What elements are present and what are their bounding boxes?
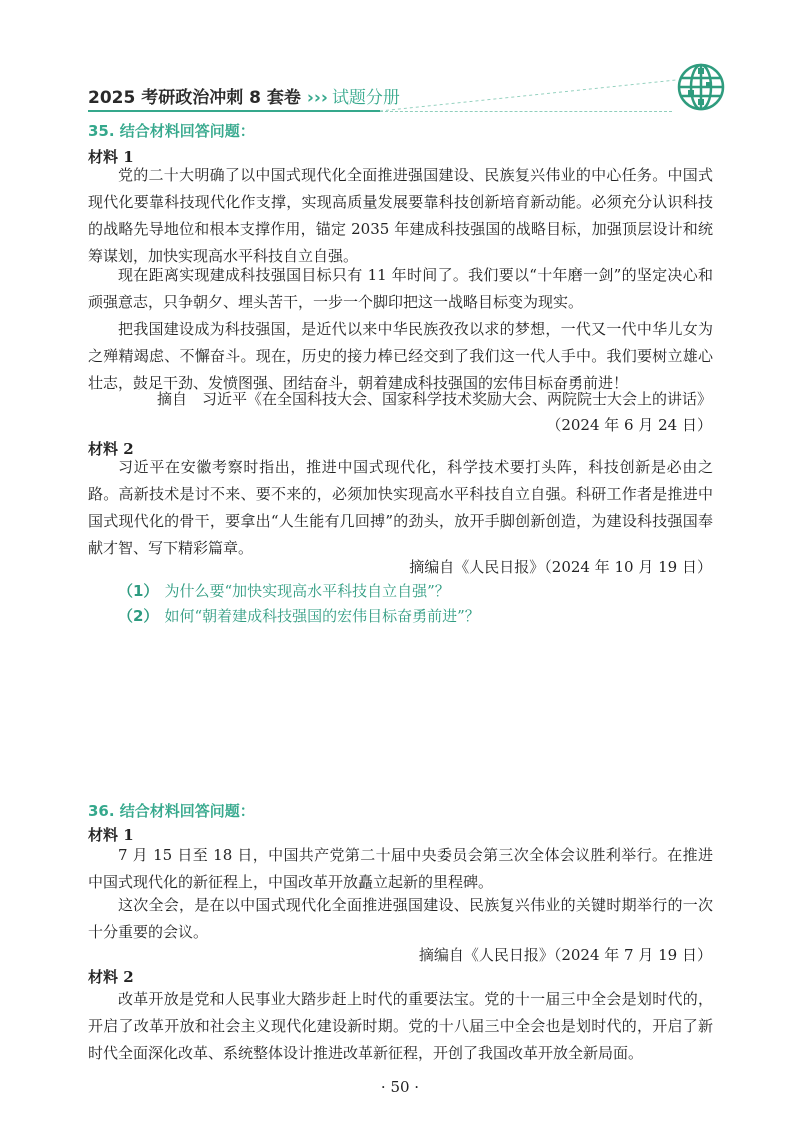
q36-material-2-title: 材料 2 [88,968,134,986]
question-35-heading: 35. 结合材料回答问题： [88,122,255,140]
q35-question-1 [118,580,450,601]
q35-m1-paragraph-1: 党的二十大明确了以中国式现代化全面推进强国建设、民族复兴伟业的中心任务。中国式现代化要靠科技现代化作支撑，实现高质量发展要靠科技创新培育新动能。必须充分认识科技的战略先导地位和根本支撑作用，锚定 2035 年建成科技强国的战略目标，加强顶层设计和统筹谋划，加快实现高水平科技自立自强。 [88,166,713,265]
q36-material-1-title: 材料 1 [88,826,134,844]
q36-m1-source: 摘编自《人民日报》（2024 年 7 月 19 日） [418,946,712,964]
page-number: · 50 · [380,1078,420,1096]
header-diagonal-line [380,78,680,112]
question-36-heading: 36. 结合材料回答问题： [88,802,255,820]
book-title: 2025 考研政治冲刺 8 套卷 [88,88,301,108]
q35-question-2 [118,605,480,626]
q35-m2-source: 摘编自《人民日报》（2024 年 10 月 19 日） [409,558,712,576]
q35-question-1-number: （1） [118,582,159,600]
q35-m1-date: （2024 年 6 月 24 日） [546,416,712,434]
header-arrows: ››› [306,88,328,108]
q35-m2-paragraph-1: 习近平在安徽考察时指出，推进中国式现代化，科学技术要打头阵，科技创新是必由之路。高新技术是讨不来、要不来的，必须加快实现高水平科技自立自强。科研工作者是推进中国式现代化的骨干，要拿出“人生能有几回搏”的劲头，放开手脚创新创造，为建设科技强国奉献才智、写下精彩篇章。 [88,458,713,557]
q36-m1-paragraph-2: 这次全会，是在以中国式现代化全面推进强国建设、民族复兴伟业的关键时期举行的一次十分重要的会议。 [88,896,713,941]
q35-m1-paragraph-3: 把我国建设成为科技强国，是近代以来中华民族孜孜以求的梦想，一代又一代中华儿女为之殚精竭虑、不懈奋斗。现在，历史的接力棒已经交到了我们这一代人手中。我们要树立雄心壮志，鼓足干劲、发愤图强、团结奋斗，朝着建成科技强国的宏伟目标奋勇前进！ [88,320,713,392]
header-rule-solid [88,110,380,112]
q35-question-2-text: 如何“朝着建成科技强国的宏伟目标奋勇前进”？ [164,607,480,625]
q35-question-2-number: （2） [118,607,159,625]
header-title [88,83,400,108]
q35-question-1-text: 为什么要“加快实现高水平科技自立自强”？ [164,582,450,600]
q35-material-2-title: 材料 2 [88,440,134,458]
q36-m1-paragraph-1: 7 月 15 日至 18 日，中国共产党第二十届中央委员会第三次全体会议胜利举行。在推进中国式现代化的新征程上，中国改革开放矗立起新的里程碑。 [88,846,713,891]
q35-m1-source: 摘自 习近平《在全国科技大会、国家科学技术奖励大会、两院院士大会上的讲话》 [156,390,712,408]
globe-icon [676,62,726,112]
q35-material-1-title: 材料 1 [88,148,134,166]
page-header [0,0,800,115]
q35-m1-paragraph-2: 现在距离实现建成科技强国目标只有 11 年时间了。我们要以“十年磨一剑”的坚定决心和顽强意志，只争朝夕、埋头苦干，一步一个脚印把这一战略目标变为现实。 [88,266,713,311]
q36-m2-paragraph-1: 改革开放是党和人民事业大踏步赶上时代的重要法宝。党的十一届三中全会是划时代的，开启了改革开放和社会主义现代化建设新时期。党的十八届三中全会也是划时代的，开启了新时代全面深化改革、系统整体设计推进改革新征程，开创了我国改革开放全新局面。 [88,990,713,1062]
header-subtitle: 试题分册 [331,88,400,108]
